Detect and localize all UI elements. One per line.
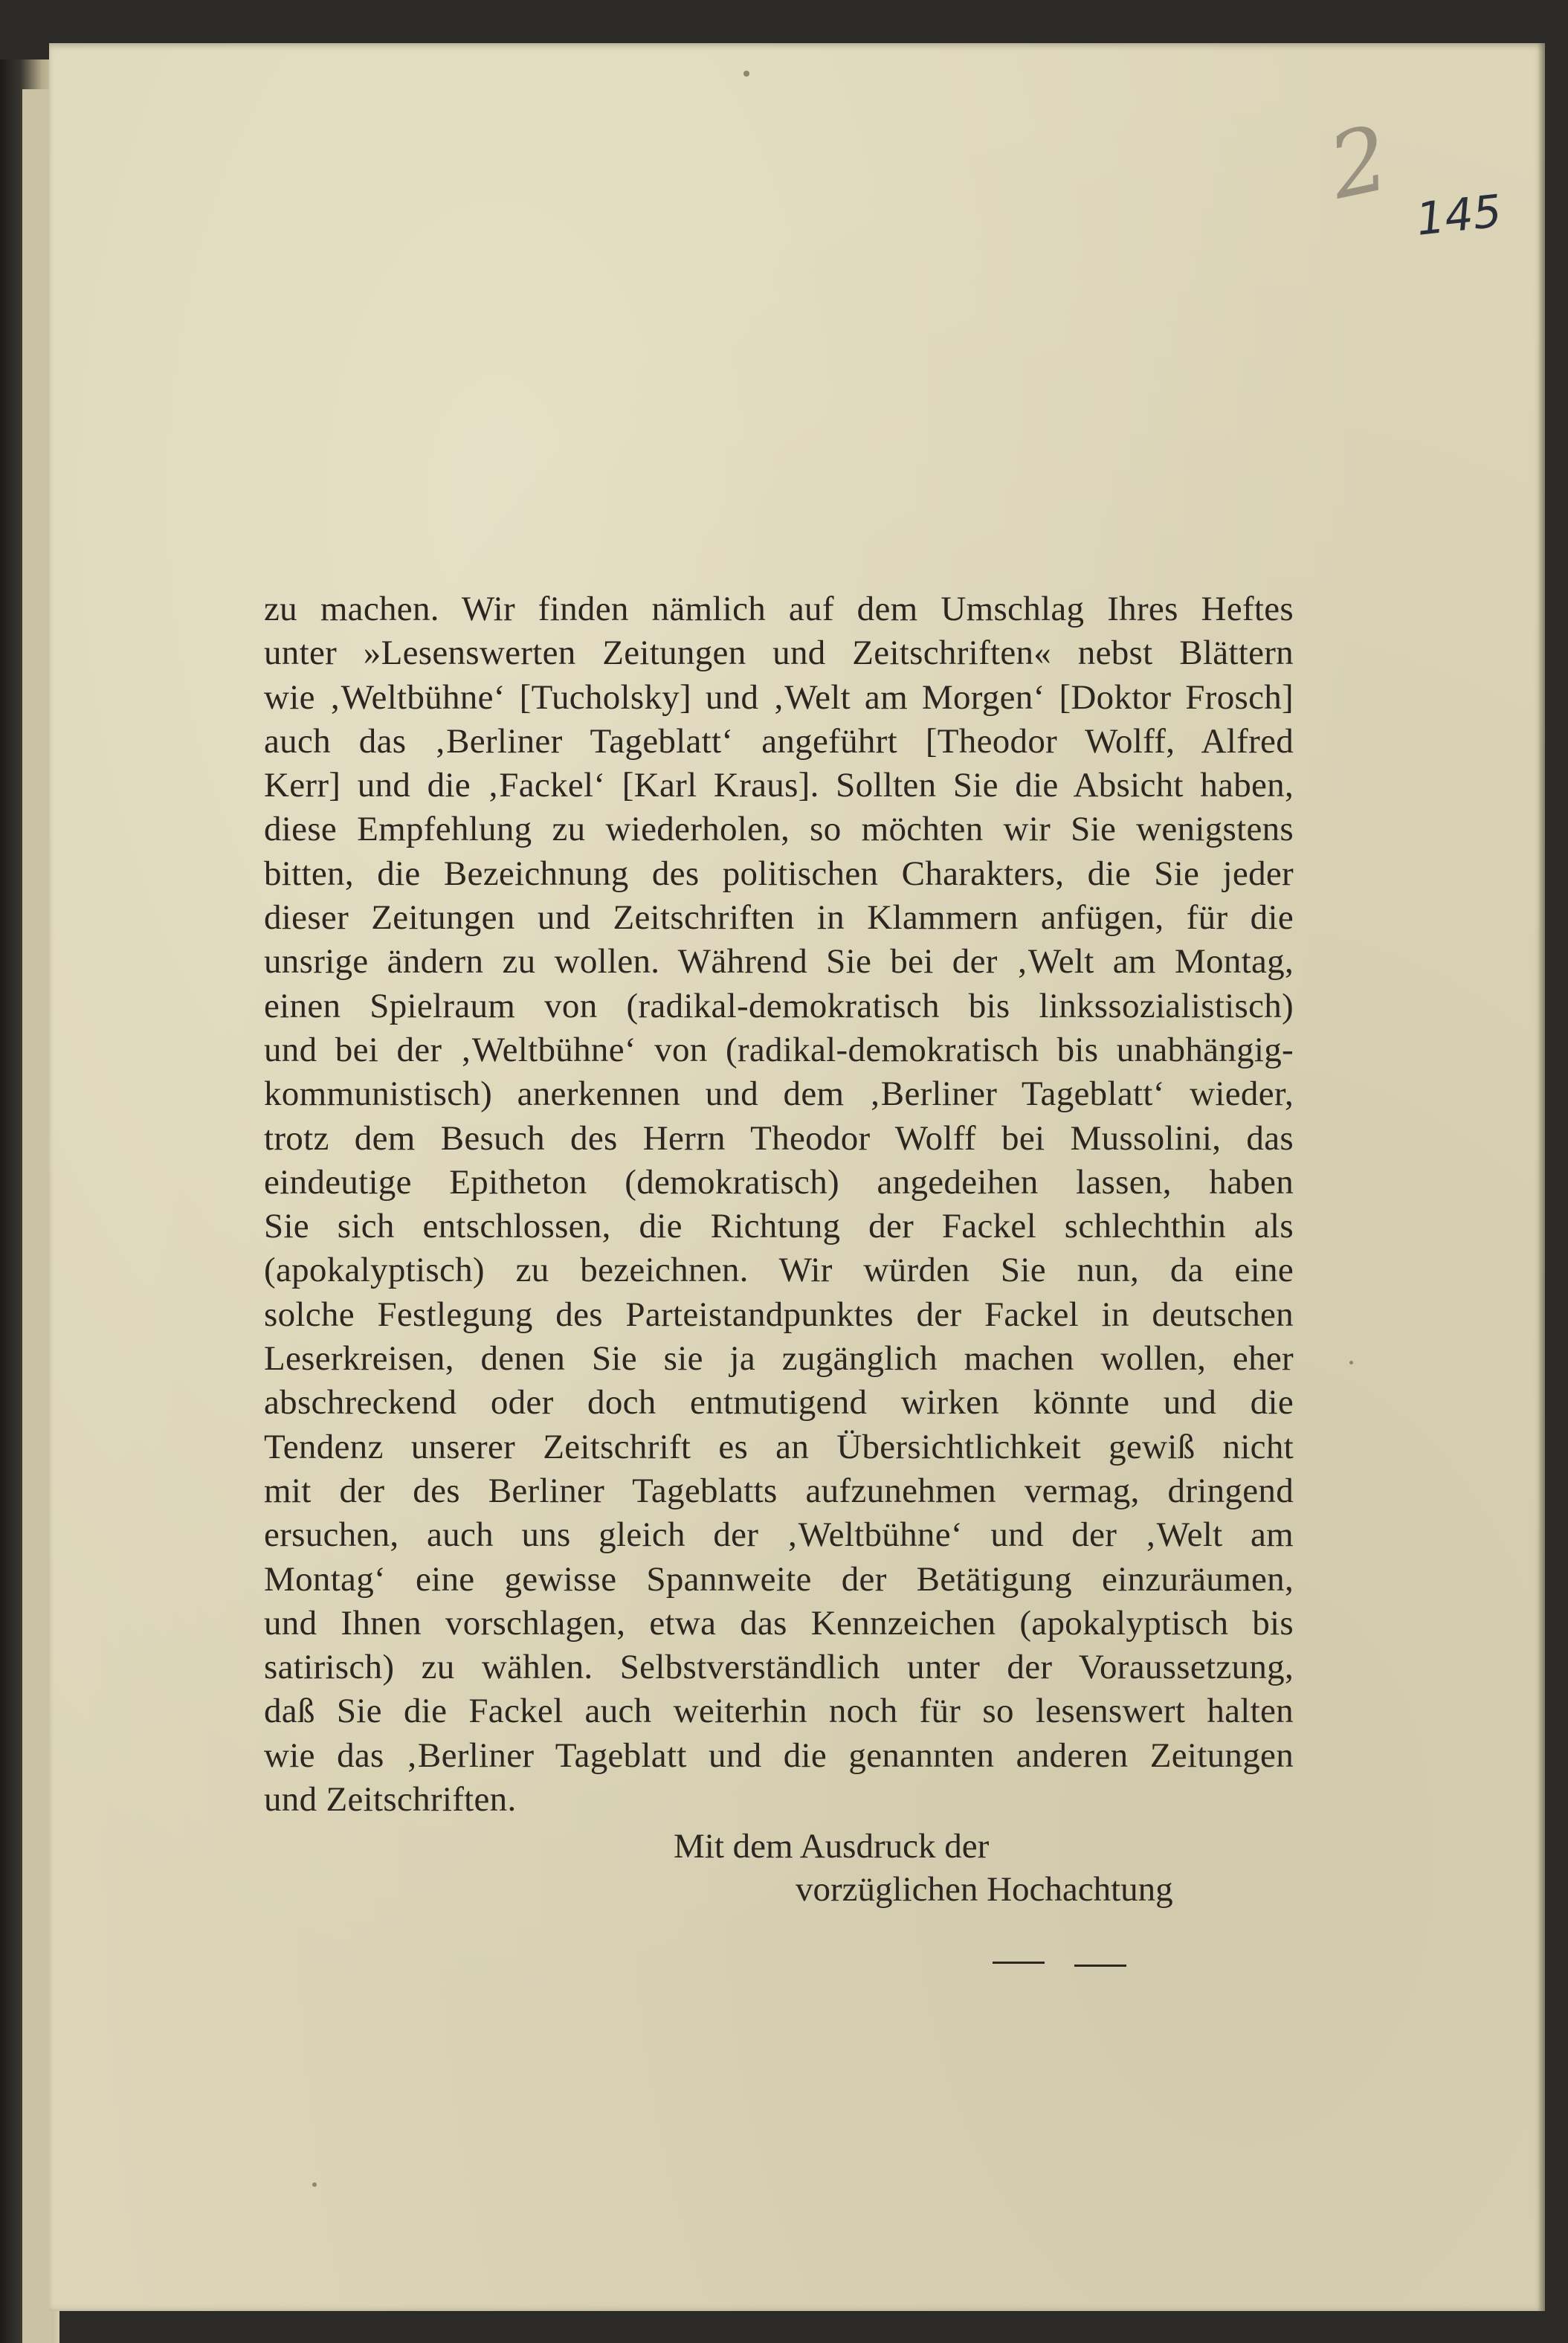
- previous-page-edge: [22, 89, 52, 2343]
- paper-speck: [743, 71, 749, 77]
- folio-number: 145: [1413, 185, 1504, 246]
- text-line: auch das ‚Berliner Tageblatt‘ angeführt [Theodor Wolff, Alfred: [264, 721, 1294, 761]
- text-line: zu machen. Wir finden nämlich auf dem Umschlag Ihres Heftes: [264, 590, 1294, 628]
- signature-dash: [993, 1962, 1045, 1964]
- text-line: Montag‘ eine gewisse Spannweite der Betätigung einzuräumen,: [264, 1559, 1294, 1599]
- text-line: diese Empfehlung zu wiederholen, so möchten wir Sie wenigstens: [264, 810, 1294, 849]
- paper-speck: [312, 2182, 317, 2187]
- text-line: Kerr] und die ‚Fackel‘ [Karl Kraus]. Sollten Sie die Absicht haben,: [264, 766, 1294, 805]
- text-line: Sie sich entschlossen, die Richtung der Fackel schlechthin als: [264, 1207, 1294, 1246]
- text-line: daß Sie die Fackel auch weiterhin noch für so lesenswert halten: [264, 1692, 1294, 1731]
- text-line: solche Festlegung des Parteistandpunktes der Fackel in deutschen: [264, 1295, 1294, 1334]
- text-line: unsrige ändern zu wollen. Während Sie bei der ‚Welt am Montag,: [264, 942, 1294, 982]
- closing-salutation-line-2: vorzüglichen Hochachtung: [796, 1870, 1173, 1909]
- pencil-page-number: 2: [1320, 106, 1398, 220]
- signature-dash: [1074, 1965, 1126, 1967]
- text-line: dieser Zeitungen und Zeitschriften in Klammern anfügen, für die: [264, 898, 1294, 938]
- text-line: eindeutige Epitheton (demokratisch) angedeihen lassen, haben: [264, 1162, 1294, 1202]
- closing-salutation-line-1: Mit dem Ausdruck der: [674, 1827, 990, 1866]
- paper-speck: [1349, 1361, 1353, 1364]
- text-line: einen Spielraum von (radikal-demokratisch bis linkssozialistisch): [264, 986, 1294, 1025]
- text-line: abschreckend oder doch entmutigend wirken könnte und die: [264, 1383, 1294, 1422]
- text-line: und Ihnen vorschlagen, etwa das Kennzeichen (apokalyptisch bis: [264, 1603, 1294, 1643]
- text-line: bitten, die Bezeichnung des politischen Charakters, die Sie jeder: [264, 854, 1294, 893]
- text-line: (apokalyptisch) zu bezeichnen. Wir würden Sie nun, da eine: [264, 1251, 1294, 1290]
- text-line: wie das ‚Berliner Tageblatt und die genannten anderen Zeitungen: [264, 1736, 1294, 1775]
- text-line: trotz dem Besuch des Herrn Theodor Wolff bei Mussolini, das: [264, 1118, 1294, 1158]
- text-line: ersuchen, auch uns gleich der ‚Weltbühne‘ und der ‚Welt am: [264, 1515, 1294, 1555]
- letter-body-text: [264, 587, 1294, 1822]
- text-line: mit der des Berliner Tageblatts aufzunehmen vermag, dringend: [264, 1471, 1294, 1510]
- text-line: wie ‚Weltbühne‘ [Tucholsky] und ‚Welt am Morgen‘ [Doktor Frosch]: [264, 677, 1294, 717]
- text-line: unter »Lesenswerten Zeitungen und Zeitschriften« nebst Blättern: [264, 634, 1294, 673]
- text-line: und bei der ‚Weltbühne‘ von (radikal-demokratisch bis unabhängig-: [264, 1030, 1294, 1069]
- text-line: Tendenz unserer Zeitschrift es an Übersichtlichkeit gewiß nicht: [264, 1427, 1294, 1466]
- text-line: und Zeitschriften.: [264, 1780, 517, 1820]
- page-edge-shadow: [1538, 43, 1545, 2311]
- text-line: Leserkreisen, denen Sie sie ja zugänglich machen wollen, eher: [264, 1339, 1294, 1379]
- text-line: satirisch) zu wählen. Selbstverständlich unter der Voraussetzung,: [264, 1648, 1294, 1687]
- text-line: kommunistisch) anerkennen und dem ‚Berliner Tageblatt‘ wieder,: [264, 1074, 1294, 1114]
